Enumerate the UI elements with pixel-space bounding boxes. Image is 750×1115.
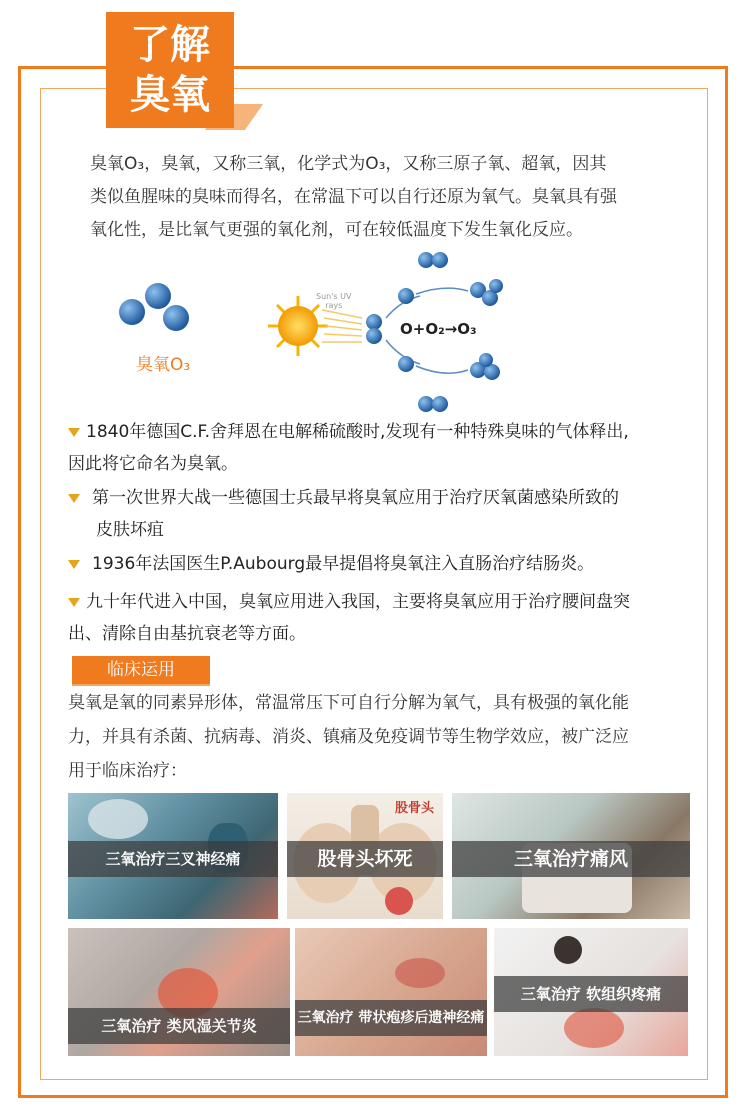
photo-trigeminal: 三氧治疗三叉神经痛 xyxy=(68,793,278,919)
bullet-icon xyxy=(68,598,80,607)
uv-rays-icon xyxy=(322,310,362,342)
oxygen-atom-icon xyxy=(398,356,414,372)
sun-uv-label: Sun's UV rays xyxy=(316,292,352,310)
intro-line: 氧化性，是比氧气更强的氧化剂，可在较低温度下发生氧化反应。 xyxy=(90,220,583,240)
femoral-head-mark: 股骨头 xyxy=(395,801,435,816)
photo-herpes: 三氧治疗 带状疱疹后遗神经痛 xyxy=(295,928,487,1056)
history-item: 第一次世界大战一些德国士兵最早将臭氧应用于治疗厌氧菌感染所致的 皮肤坏疽 xyxy=(68,482,698,546)
bullet-icon xyxy=(68,428,80,437)
reaction-equation: O+O₂→O₃ xyxy=(400,320,477,338)
bullet-icon xyxy=(68,494,80,503)
title-line-1: 了解 xyxy=(130,22,210,68)
oxygen-atom-icon xyxy=(398,288,414,304)
ozone-label: 臭氧O₃ xyxy=(136,355,191,375)
ozone-molecule-icon xyxy=(119,283,189,331)
ozone-product-icon xyxy=(470,353,500,380)
title-line-2: 臭氧 xyxy=(130,72,210,118)
clinical-paragraph: 臭氧是氧的同素异形体，常温常压下可自行分解为氧气，具有极强的氧化能 力，并具有杀菌、抗病毒、消炎、镇痛及免疫调节等生物学效应，被广泛应 用于临床治疗： xyxy=(68,693,629,781)
intro-line: 类似鱼腥味的臭味而得名，在常温下可以自行还原为氧气。臭氧具有强 xyxy=(90,187,617,207)
oxygen-molecule-icon xyxy=(418,396,448,412)
history-item: 1840年德国C.F.舍拜恩在电解稀硫酸时,发现有一种特殊臭味的气体释出, 因此将它命名为臭氧。 xyxy=(68,422,629,474)
history-item: 九十年代进入中国，臭氧应用进入我国，主要将臭氧应用于治疗腰间盘突 出、清除自由基抗衰老等方面。 xyxy=(68,592,630,644)
photo-femoral-head: 股骨头 股骨头坏死 xyxy=(287,793,443,919)
oxygen-molecule-icon xyxy=(366,314,382,344)
photo-gout: 三氧治疗痛风 xyxy=(452,793,690,919)
history-item: 1936年法国医生P.Aubourg最早提倡将臭氧注入直肠治疗结肠炎。 xyxy=(68,548,698,580)
page-title xyxy=(106,12,234,128)
ozone-product-icon xyxy=(470,279,503,306)
photo-rheumatoid: 三氧治疗 类风湿关节炎 xyxy=(68,928,290,1056)
section-tag-clinical: 临床运用 xyxy=(72,656,210,684)
photo-soft-tissue: 三氧治疗 软组织疼痛 xyxy=(494,928,688,1056)
oxygen-molecule-icon xyxy=(418,252,448,268)
intro-line: 臭氧O₃，臭氧，又称三氧，化学式为O₃，又称三原子氧、超氧，因其 xyxy=(90,154,607,174)
intro-paragraph xyxy=(90,148,690,247)
bullet-icon xyxy=(68,560,80,569)
